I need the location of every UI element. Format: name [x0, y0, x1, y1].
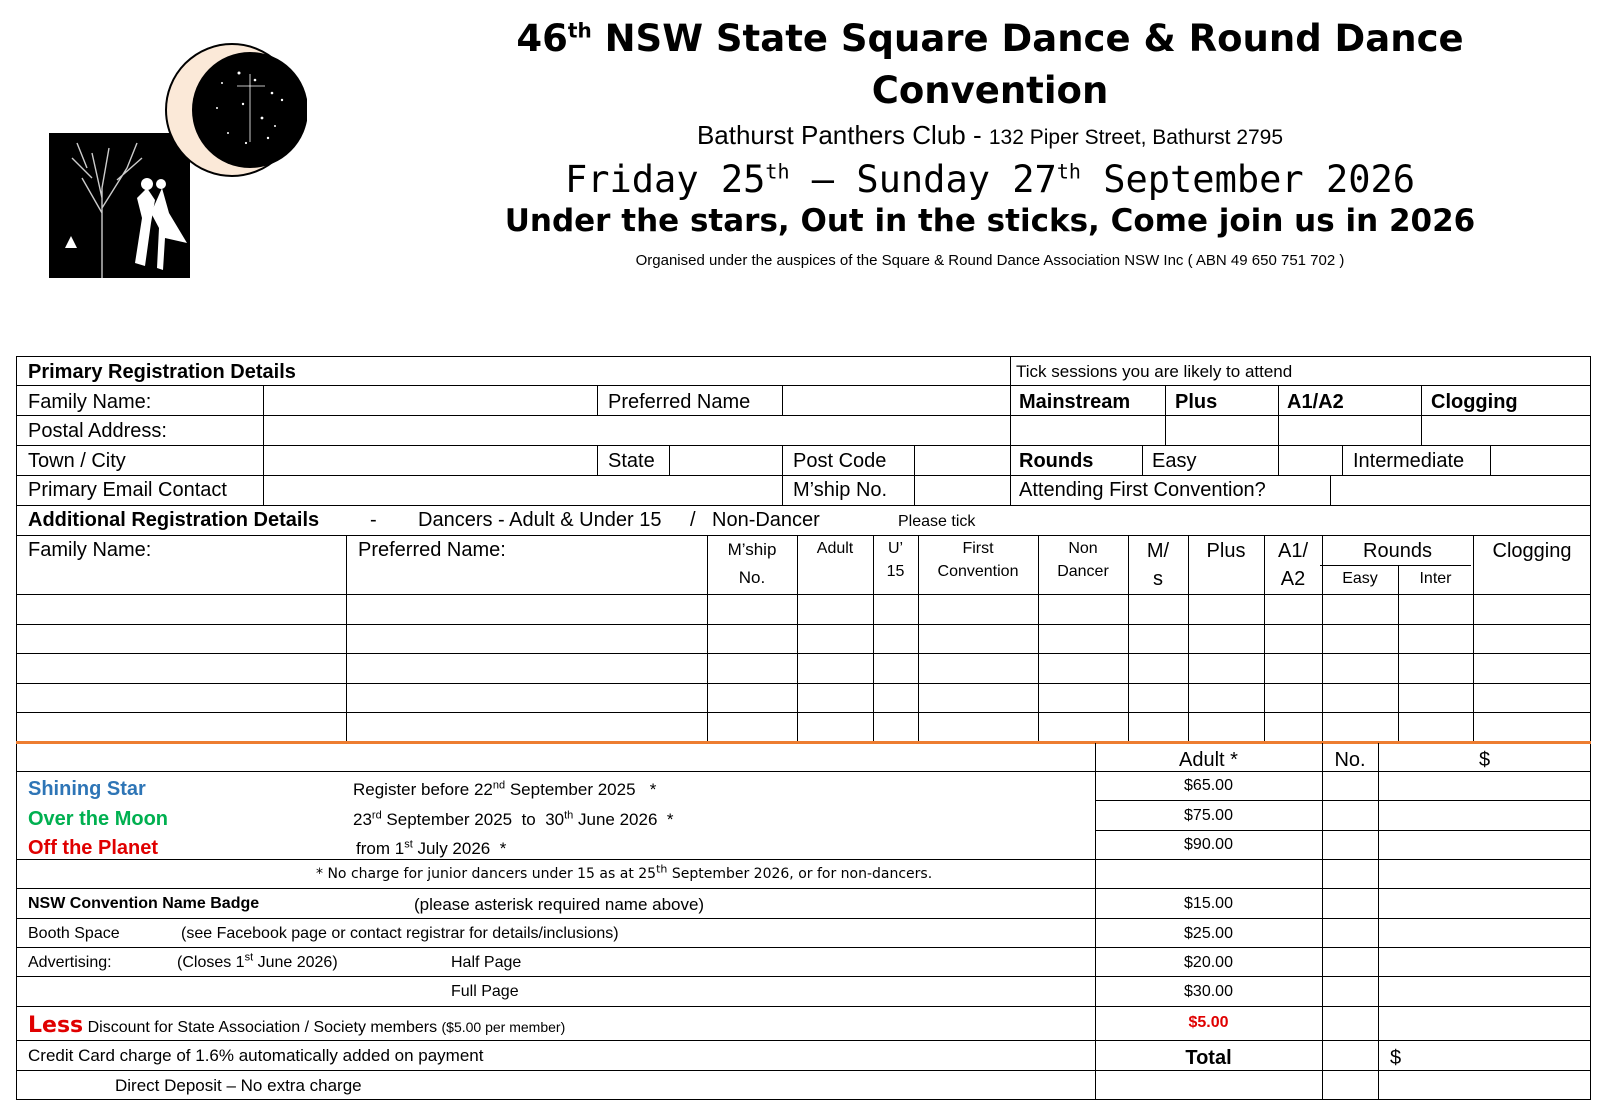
- tick-mainstream-checkbox[interactable]: [1012, 417, 1164, 444]
- tick-plus-checkbox[interactable]: [1167, 417, 1277, 444]
- town-city-field[interactable]: [265, 447, 595, 474]
- post-code-field[interactable]: [916, 447, 1008, 474]
- advertising-label: Advertising:: [28, 954, 112, 971]
- additional-dancer-row[interactable]: [18, 626, 1589, 652]
- please-tick-note: Please tick: [898, 513, 976, 530]
- email-field[interactable]: [265, 477, 780, 504]
- col-rounds: Rounds: [1363, 540, 1432, 562]
- name-badge-price: $15.00: [1184, 895, 1233, 912]
- tick-rounds-intermediate-checkbox[interactable]: [1492, 447, 1589, 474]
- booth-space-price: $25.00: [1184, 925, 1233, 942]
- total-amount-field[interactable]: [1380, 1042, 1589, 1069]
- preferred-name-label: Preferred Name: [608, 391, 751, 413]
- tier-quantity-input[interactable]: [1324, 802, 1377, 829]
- tier-over-the-moon-desc: 23rd September 2025 to 30th June 2026 *: [353, 809, 674, 829]
- event-dates: Friday 25th – Sunday 27th September 2026: [564, 158, 1416, 201]
- preferred-name-field[interactable]: [784, 387, 1008, 414]
- quantity-header: No.: [1334, 749, 1366, 771]
- credit-card-note: Credit Card charge of 1.6% automatically added on payment: [28, 1046, 484, 1065]
- col-mainstream: M/: [1146, 540, 1170, 562]
- col-preferred-name: Preferred Name:: [358, 539, 506, 561]
- family-name-label: Family Name:: [28, 391, 152, 413]
- page-title-line2: Convention: [871, 69, 1109, 112]
- junior-note: * No charge for junior dancers under 15 as at 25th September 2026, or for non-dancers.: [316, 862, 933, 882]
- state-field[interactable]: [671, 447, 780, 474]
- col-non-dancer: Non: [1068, 540, 1098, 557]
- col-first-convention: First: [962, 540, 994, 557]
- state-label: State: [608, 450, 655, 472]
- tick-a1a2-checkbox[interactable]: [1280, 417, 1420, 444]
- post-code-label: Post Code: [793, 450, 887, 472]
- tier-off-the-planet-price: $90.00: [1184, 836, 1233, 853]
- col-u15: U’: [887, 540, 904, 557]
- email-label: Primary Email Contact: [28, 479, 227, 501]
- slogan: Under the stars, Out in the sticks, Come join us in 2026: [504, 203, 1476, 239]
- rounds-easy-label: Easy: [1152, 450, 1197, 472]
- full-page-price: $30.00: [1184, 983, 1233, 1000]
- organiser-note: Organised under the auspices of the Square & Round Dance Association NSW Inc ( ABN 49 650 751 702 ): [635, 252, 1345, 269]
- additional-subtitle: Dancers - Adult & Under 15: [418, 509, 662, 531]
- rounds-intermediate-label: Intermediate: [1353, 450, 1465, 472]
- advertising-close: (Closes 1st June 2026): [177, 951, 338, 971]
- session-rounds: Rounds: [1019, 450, 1094, 472]
- col-clogging: Clogging: [1492, 540, 1572, 562]
- town-city-label: Town / City: [28, 450, 126, 472]
- tier-shining-star-price: $65.00: [1184, 777, 1233, 794]
- name-badge-desc: (please asterisk required name above): [414, 895, 705, 914]
- col-a1a2: A1/: [1277, 540, 1309, 562]
- col-family-name: Family Name:: [28, 539, 152, 561]
- family-name-field[interactable]: [265, 387, 595, 414]
- additional-dancer-row[interactable]: [18, 714, 1589, 740]
- tier-over-the-moon-price: $75.00: [1184, 807, 1233, 824]
- tier-off-the-planet-desc: from 1st July 2026 *: [356, 838, 507, 858]
- half-page-price: $20.00: [1184, 954, 1233, 971]
- section-separator: [16, 741, 1591, 744]
- primary-section-title: Primary Registration Details: [28, 361, 296, 383]
- col-rounds-easy: Easy: [1342, 570, 1378, 587]
- session-clogging: Clogging: [1431, 391, 1518, 413]
- venue: Bathurst Panthers Club - 132 Piper Street, Bathurst 2795: [696, 120, 1284, 150]
- additional-dancer-row[interactable]: [18, 685, 1589, 711]
- additional-dancer-row[interactable]: [18, 596, 1589, 623]
- col-mship: M’ship: [727, 540, 777, 559]
- tier-quantity-input[interactable]: [1324, 773, 1377, 799]
- mship-field[interactable]: [916, 477, 1008, 504]
- session-mainstream: Mainstream: [1019, 391, 1131, 413]
- col-adult: Adult: [816, 540, 854, 557]
- tier-off-the-planet: Off the Planet: [28, 837, 159, 859]
- postal-address-field[interactable]: [265, 417, 1008, 444]
- member-discount: Less Discount for State Association / Society members ($5.00 per member): [28, 1013, 566, 1038]
- tick-clogging-checkbox[interactable]: [1423, 417, 1589, 444]
- session-plus: Plus: [1175, 391, 1218, 413]
- postal-address-label: Postal Address:: [28, 420, 167, 442]
- col-rounds-inter: Inter: [1419, 570, 1452, 587]
- col-plus: Plus: [1206, 540, 1246, 562]
- adult-price-header: Adult *: [1179, 749, 1238, 771]
- amount-header: $: [1478, 749, 1491, 771]
- total-dollar: $: [1390, 1047, 1402, 1069]
- mship-label: M’ship No.: [793, 479, 888, 501]
- discount-price: $5.00: [1188, 1014, 1229, 1031]
- additional-section-title: Additional Registration Details: [28, 509, 320, 531]
- convention-logo: [47, 38, 307, 283]
- first-convention-label: Attending First Convention?: [1019, 479, 1266, 501]
- booth-space-label: Booth Space: [28, 925, 120, 942]
- tier-shining-star: Shining Star: [28, 778, 146, 800]
- first-convention-field[interactable]: [1332, 477, 1589, 504]
- full-page-label: Full Page: [451, 983, 519, 1000]
- page-title: 46th NSW State Square Dance & Round Dance: [516, 17, 1464, 60]
- session-a1a2: A1/A2: [1287, 391, 1344, 413]
- name-badge-label: NSW Convention Name Badge: [28, 895, 260, 912]
- tier-quantity-input[interactable]: [1324, 832, 1377, 858]
- tier-over-the-moon: Over the Moon: [28, 808, 169, 830]
- direct-deposit-note: Direct Deposit – No extra charge: [115, 1076, 362, 1095]
- tick-rounds-easy-checkbox[interactable]: [1280, 447, 1341, 474]
- sessions-title: Tick sessions you are likely to attend: [1016, 362, 1293, 381]
- total-label: Total: [1185, 1047, 1232, 1069]
- tier-shining-star-desc: Register before 22nd September 2025 *: [353, 779, 657, 799]
- half-page-label: Half Page: [451, 954, 522, 971]
- booth-space-desc: (see Facebook page or contact registrar for details/inclusions): [181, 925, 619, 942]
- non-dancer-label: Non-Dancer: [712, 509, 820, 531]
- additional-dancer-row[interactable]: [18, 655, 1589, 682]
